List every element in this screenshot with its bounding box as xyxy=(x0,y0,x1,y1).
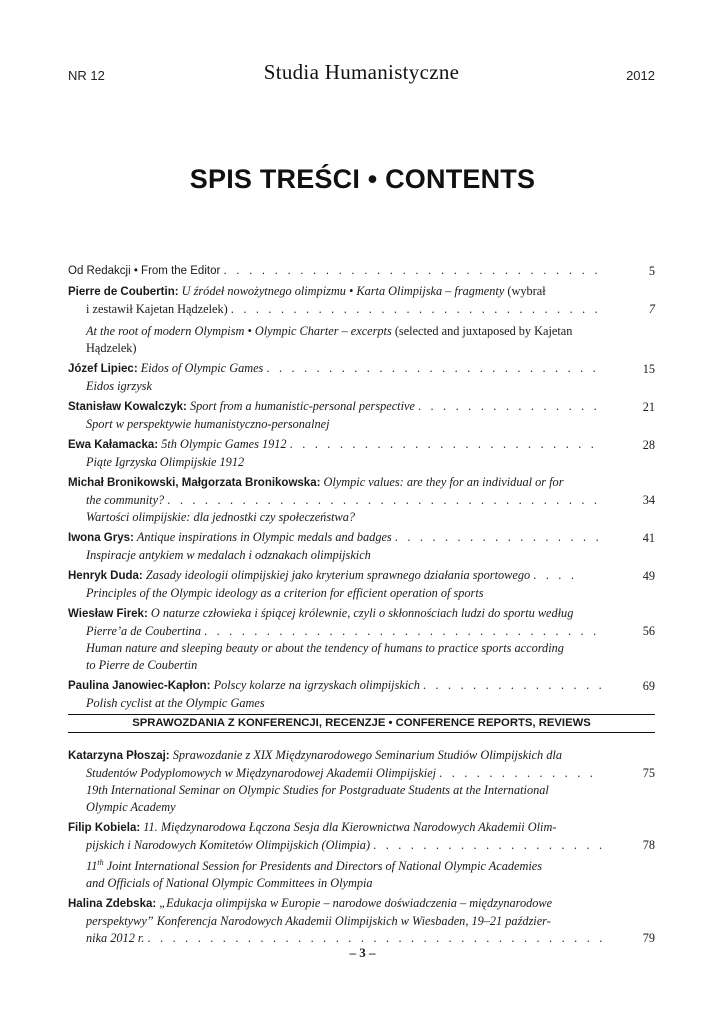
issue-number: NR 12 xyxy=(68,68,105,83)
page-number: 75 xyxy=(642,766,655,780)
page-number: 79 xyxy=(642,931,655,946)
table-of-contents xyxy=(68,263,655,715)
page-footer-number: – 3 – xyxy=(349,945,376,960)
page-number: 28 xyxy=(642,438,655,452)
page-number: 34 xyxy=(642,493,655,507)
running-header xyxy=(68,60,655,86)
toc-entry[interactable]: Wiesław Firek: O naturze człowieka i śpiącej królewnie, czyli o skłonnościach ludzi do sportu według Pierre’a de Coubertina . . . . . . . . . . . . . . . . . . . . . . . . . . . . . . . . 56 Human nature and sleeping beauty or about the tendency of humans to practice sports according to Pierre de Coubertin xyxy=(68,606,655,672)
page-number: 41 xyxy=(642,531,655,545)
section-heading: SPRAWOZDANIA Z KONFERENCJI, RECENZJE • CONFERENCE REPORTS, REVIEWS xyxy=(68,714,655,733)
toc-entry[interactable]: Paulina Janowiec-Kapłon: Polscy kolarze na igrzyskach olimpijskich . . . . . . . . . . . . . . . 69 Polish cyclist at the Olympic Games xyxy=(68,678,655,710)
toc-entry[interactable]: Stanisław Kowalczyk: Sport from a humanistic-personal perspective . . . . . . . . . . . . . . . 21 Sport w perspektywie humanistyczno-personalnej xyxy=(68,399,655,431)
toc-entry[interactable]: Józef Lipiec: Eidos of Olympic Games . . . . . . . . . . . . . . . . . . . . . . . . . . . 15 Eidos igrzysk xyxy=(68,361,655,393)
page-number: 69 xyxy=(642,679,655,693)
journal-title: Studia Humanistyczne xyxy=(263,60,460,84)
page-number: 5 xyxy=(648,264,655,278)
page-number: 56 xyxy=(642,624,655,638)
issue-year: 2012 xyxy=(626,68,655,83)
toc-entry[interactable]: Filip Kobiela: 11. Międzynarodowa Łączona Sesja dla Kierownictwa Narodowych Akademii Olim- pijskich i Narodowych Komitetów Olimpijskich (Olimpia) . . . . . . . . . . . . . . . . . . . 78 11th Joint International Session for Presidents and Directors of National Olympic Academies and Officials of National Olympic Committees in Olympia xyxy=(68,820,655,891)
page-number: 21 xyxy=(642,400,655,414)
toc-entry[interactable]: Katarzyna Płoszaj: Sprawozdanie z XIX Międzynarodowego Seminarium Studiów Olimpijskich dla Studentów Podyplomowych w Międzynarodowej Akademii Olimpijskiej . . . . . . . . . . . . . 75 19th International Seminar on Olympic Studies for Postgraduate Students at the International Olympic Academy xyxy=(68,748,655,814)
toc-entry[interactable]: Henryk Duda: Zasady ideologii olimpijskiej jako kryterium sprawnego działania sportowego . . . . 49 Principles of the Olympic ideology as a criterion for efficient operation of sports xyxy=(68,568,655,600)
page-number: 15 xyxy=(642,362,655,376)
toc-entry[interactable]: Iwona Grys: Antique inspirations in Olympic medals and badges . . . . . . . . . . . . . . . . . 41 Inspiracje antykiem w medalach i odznakach olimpijskich xyxy=(68,530,655,562)
reports-list xyxy=(68,747,655,950)
page-title: SPIS TREŚCI • CONTENTS xyxy=(189,164,536,194)
page-number: 78 xyxy=(642,838,655,852)
toc-entry[interactable]: Ewa Kałamacka: 5th Olympic Games 1912 . . . . . . . . . . . . . . . . . . . . . . . . . 28 Piąte Igrzyska Olimpijskie 1912 xyxy=(68,437,655,469)
toc-entry[interactable]: Michał Bronikowski, Małgorzata Bronikowska: Olympic values: are they for an individual or for the community? . . . . . . . . . . . . . . . . . . . . . . . . . . . . . . . . . . . 34 Wartości olimpijskie: dla jednostki czy społeczeństwa? xyxy=(68,475,655,524)
page-number: 7 xyxy=(648,302,655,316)
page-number: 49 xyxy=(642,569,655,583)
toc-entry[interactable]: Halina Zdebska: „Edukacja olimpijska w Europie – narodowe doświadczenia – międzynarodowe perspektywy” Konferencja Narodowych Akademii Olimpijskich w Wiesbaden, 19–21 paździer- nika 2012 r. . . . . . . . . . . . . . . . . . . . . . . . . . . . . . . . . . . . . . 79 xyxy=(68,896,655,946)
toc-entry-editor[interactable]: Od Redakcji • From the Editor . . . . . . . . . . . . . . . . . . . . . . . . . . . . . . 5 xyxy=(68,264,655,278)
toc-entry[interactable]: Pierre de Coubertin: U źródeł nowożytnego olimpizmu • Karta Olimpijska – fragmenty (wybrał i zestawił Kajetan Hądzelek) . . . . . . . . . . . . . . . . . . . . . . . . . . . . . . 7 At the root of modern Olympism • Olympic Charter – excerpts (selected and juxtaposed by Kajetan Hądzelek) xyxy=(68,284,655,355)
